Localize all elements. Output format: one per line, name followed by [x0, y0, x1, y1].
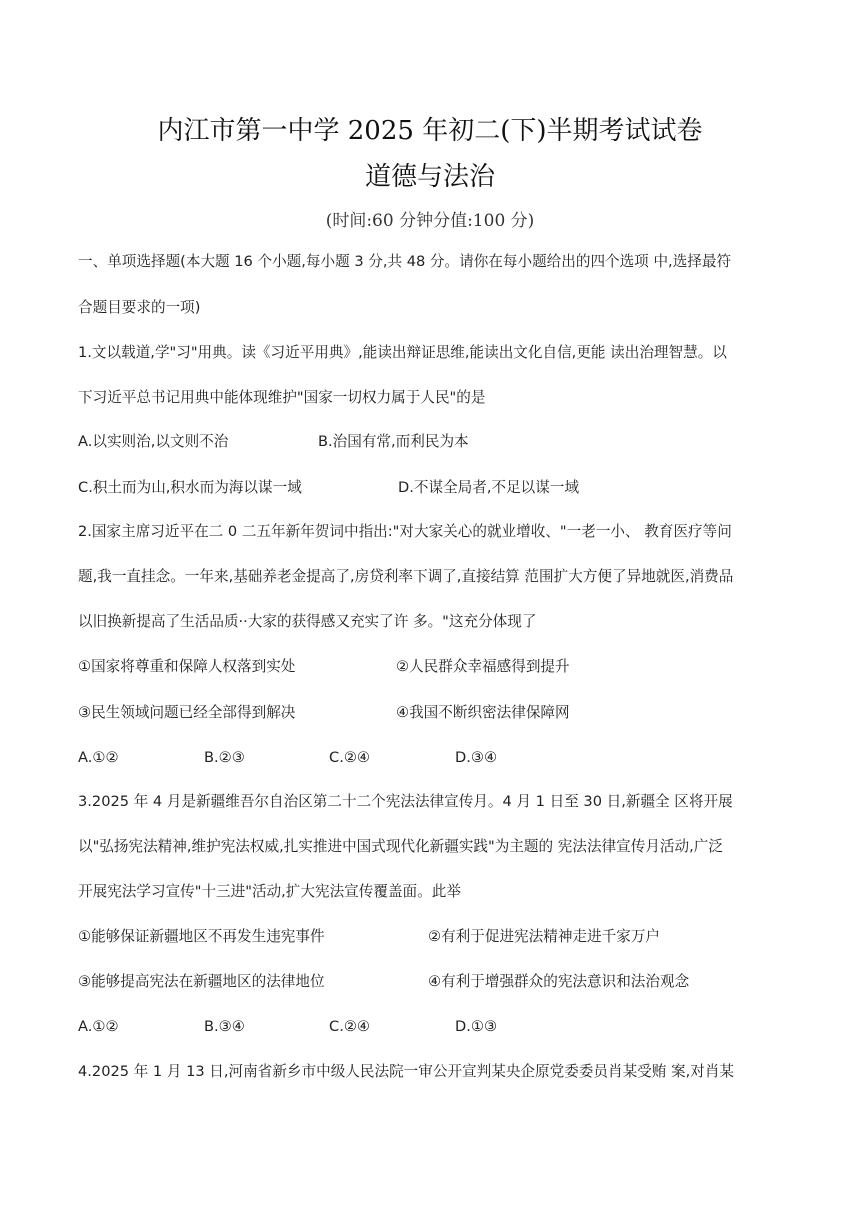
q1-option-c: C.积土而为山,积水而为海以谋一域 — [78, 479, 302, 496]
q3-option-d: D.①③ — [455, 1018, 498, 1035]
q3-statement-3: ③能够提高宪法在新疆地区的法律地位 — [78, 973, 325, 990]
question-2-stem: 2.国家主席习近平在二 0 二五年新年贺词中指出:"对大家关心的就业增收、"一老一小、 教育医疗等问 — [78, 523, 732, 540]
q2-option-c: C.②④ — [329, 749, 370, 766]
q3-statement-2: ②有利于促进宪法精神走进千家万户 — [428, 928, 660, 945]
section-heading-cont: 合题目要求的一项) — [78, 299, 201, 316]
question-1-stem: 下习近平总书记用典中能体现维护"国家一切权力属于人民"的是 — [78, 389, 486, 406]
question-2-stem: 题,我一直挂念。一年来,基础养老金提高了,房贷利率下调了,直接结算 范围扩大方便了异地就医,消费品 — [78, 568, 734, 585]
section-heading: 一、单项选择题(本大题 16 个小题,每小题 3 分,共 48 分。请你在每小题给出的四个选项 中,选择最符 — [78, 253, 732, 270]
q3-statement-4: ④有利于增强群众的宪法意识和法治观念 — [428, 973, 690, 990]
question-1-stem: 1.文以载道,学"习"用典。读《习近平用典》,能读出辩证思维,能读出文化自信,更能 读出治理智慧。以 — [78, 344, 727, 361]
question-3-stem: 3.2025 年 4 月是新疆维吾尔自治区第二十二个宪法法律宣传月。4 月 1 日至 30 日,新疆全 区将开展 — [78, 793, 733, 810]
q1-option-d: D.不谋全局者,不足以谋一域 — [398, 479, 580, 496]
q2-statement-2: ②人民群众幸福感得到提升 — [396, 658, 570, 675]
exam-title: 内江市第一中学 2025 年初二(下)半期考试试卷 — [157, 116, 703, 146]
q2-option-d: D.③④ — [455, 749, 498, 766]
q3-statement-1: ①能够保证新疆地区不再发生违宪事件 — [78, 928, 325, 945]
q1-option-a: A.以实则治,以文则不治 — [78, 433, 229, 450]
time-info: (时间:60 分钟分值:100 分) — [325, 211, 535, 231]
q2-statement-1: ①国家将尊重和保障人权落到实处 — [78, 658, 296, 675]
subject-title: 道德与法治 — [364, 162, 495, 192]
q3-option-a: A.①② — [78, 1018, 119, 1035]
question-4-stem: 4.2025 年 1 月 13 日,河南省新乡市中级人民法院一审公开宣判某央企原党委委员肖某受贿 案,对肖某 — [78, 1063, 735, 1080]
q3-option-c: C.②④ — [329, 1018, 370, 1035]
question-3-stem: 开展宪法学习宣传"十三进"活动,扩大宪法宣传覆盖面。此举 — [78, 883, 461, 900]
question-2-stem: 以旧换新提高了生活品质··大家的获得感又充实了许 多。"这充分体现了 — [78, 613, 537, 630]
q3-option-b: B.③④ — [204, 1018, 245, 1035]
question-3-stem: 以"弘扬宪法精神,维护宪法权威,扎实推进中国式现代化新疆实践"为主题的 宪法法律宣传月活动,广泛 — [78, 838, 723, 855]
q2-statement-3: ③民生领域问题已经全部得到解决 — [78, 704, 296, 721]
q1-option-b: B.治国有常,而利民为本 — [318, 433, 469, 450]
q2-statement-4: ④我国不断织密法律保障网 — [396, 704, 570, 721]
q2-option-b: B.②③ — [204, 749, 245, 766]
q2-option-a: A.①② — [78, 749, 119, 766]
